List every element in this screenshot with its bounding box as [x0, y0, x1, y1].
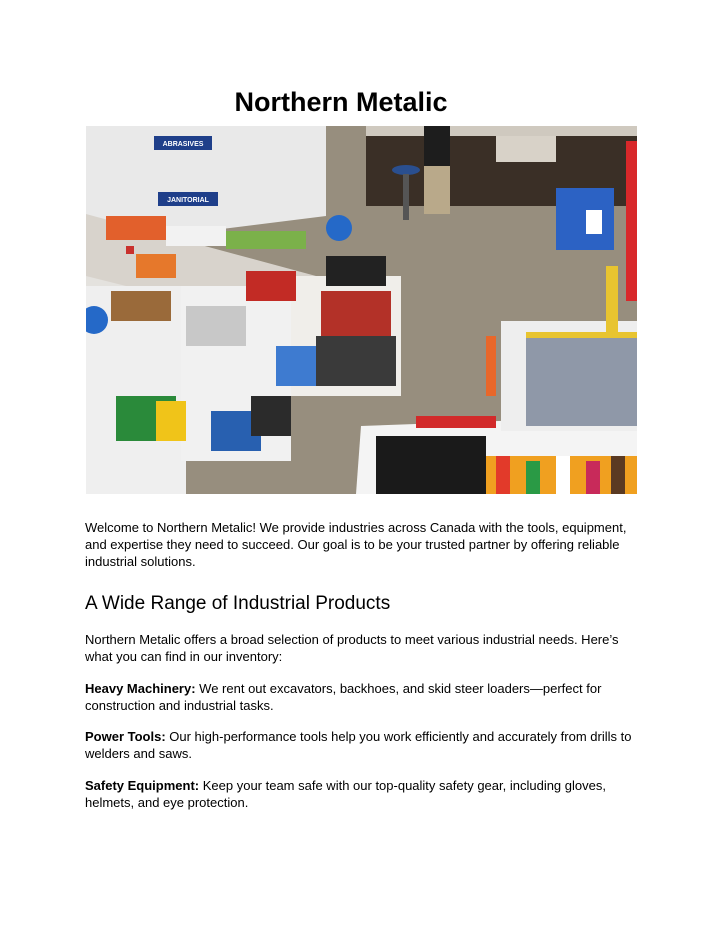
- item-text: We rent out excavators, backhoes, and skid steer loaders—perfect for construction and industrial tasks.: [85, 681, 602, 713]
- sign-abrasives: ABRASIVES: [162, 141, 204, 148]
- list-item-power-tools: [85, 728, 645, 762]
- section-intro-paragraph: Northern Metalic offers a broad selection of products to meet various industrial needs. Here’s what you can find in our inventory:: [85, 632, 619, 664]
- page-title: Northern Metalic: [234, 87, 448, 117]
- list-item-safety-equipment: [85, 777, 645, 811]
- intro-paragraph: Welcome to Northern Metalic! We provide industries across Canada with the tools, equipment, and expertise they need to succeed. Our goal is to be your trusted partner by offering reliable industrial solutions.: [85, 520, 627, 569]
- item-label: Heavy Machinery:: [85, 681, 196, 696]
- item-text: Our high-performance tools help you work efficiently and accurately from drills to welders and saws.: [85, 729, 632, 761]
- item-text: Keep your team safe with our top-quality safety gear, including gloves, helmets, and eye protection.: [85, 778, 606, 810]
- item-label: Safety Equipment:: [85, 778, 200, 793]
- store-photo-illustration: [86, 126, 637, 494]
- section-heading: A Wide Range of Industrial Products: [85, 593, 391, 614]
- item-label: Power Tools:: [85, 729, 166, 744]
- store-photo: [86, 126, 637, 494]
- sign-janitorial: JANITORIAL: [167, 197, 209, 204]
- list-item-heavy-machinery: [85, 680, 645, 714]
